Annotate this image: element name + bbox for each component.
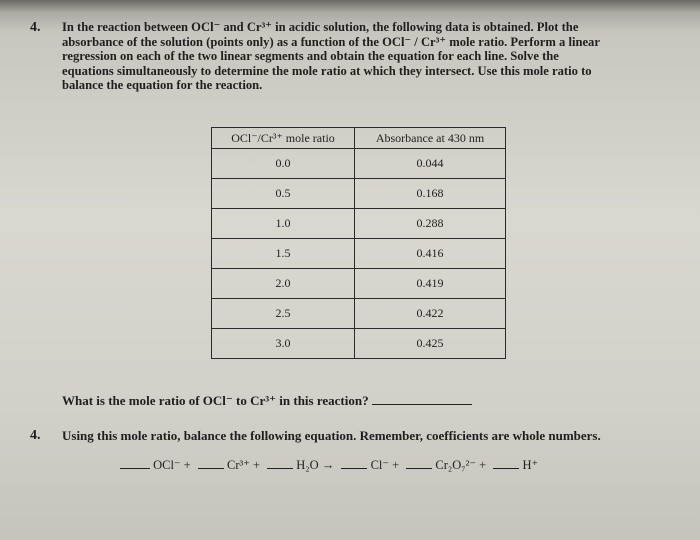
data-table xyxy=(211,127,506,359)
table-row xyxy=(212,299,506,329)
page-top-edge xyxy=(0,0,700,14)
cell-ratio: 2.0 xyxy=(212,269,355,299)
coeff-blank-h[interactable] xyxy=(493,468,519,469)
cell-absorbance: 0.168 xyxy=(355,179,506,209)
cell-ratio: 2.5 xyxy=(212,299,355,329)
species-ocl: OCl⁻ + xyxy=(153,458,191,472)
balance-question: Using this mole ratio, balance the following equation. Remember, coefficients are whole numbers. xyxy=(62,428,601,443)
species-h2o: H₂O → xyxy=(296,458,335,472)
cell-absorbance: 0.425 xyxy=(355,329,506,359)
coeff-blank-cl[interactable] xyxy=(341,468,367,469)
table-row xyxy=(212,179,506,209)
species-cr: Cr³⁺ + xyxy=(227,458,261,472)
mole-ratio-question xyxy=(62,393,472,409)
mole-ratio-answer-blank[interactable] xyxy=(372,404,472,405)
coeff-blank-cr[interactable] xyxy=(198,468,224,469)
intro-line-4: equations simultaneously to determine the mole ratio at which they intersect. Use this mole ratio to xyxy=(62,63,592,78)
table-row xyxy=(212,329,506,359)
problem-intro xyxy=(62,20,662,93)
species-cr2o7: Cr₂O₇²⁻ + xyxy=(435,458,487,472)
cell-ratio: 1.5 xyxy=(212,239,355,269)
coeff-blank-h2o[interactable] xyxy=(267,468,293,469)
mole-ratio-question-text: What is the mole ratio of OCl⁻ to Cr³⁺ in this reaction? xyxy=(62,393,369,408)
intro-line-2: absorbance of the solution (points only) as a function of the OCl⁻ / Cr³⁺ mole ratio. Perform a linear xyxy=(62,34,600,49)
table-header-row xyxy=(212,128,506,149)
table-row xyxy=(212,239,506,269)
intro-line-5: balance the equation for the reaction. xyxy=(62,78,263,93)
coeff-blank-cr2o7[interactable] xyxy=(406,468,432,469)
problem-number-2: 4. xyxy=(30,428,41,443)
cell-ratio: 0.5 xyxy=(212,179,355,209)
chemical-equation xyxy=(120,457,542,473)
table-row xyxy=(212,209,506,239)
species-h: H⁺ xyxy=(522,458,539,472)
species-cl: Cl⁻ + xyxy=(370,458,400,472)
table-row xyxy=(212,269,506,299)
problem-number: 4. xyxy=(30,20,41,35)
cell-absorbance: 0.288 xyxy=(355,209,506,239)
cell-absorbance: 0.044 xyxy=(355,149,506,179)
coeff-blank-ocl[interactable] xyxy=(120,468,150,469)
header-mole-ratio: OCl⁻/Cr³⁺ mole ratio xyxy=(212,128,355,149)
intro-line-3: regression on each of the two linear segments and obtain the equation for each line. Solve the xyxy=(62,49,559,64)
cell-absorbance: 0.419 xyxy=(355,269,506,299)
cell-ratio: 1.0 xyxy=(212,209,355,239)
table-row xyxy=(212,149,506,179)
header-absorbance: Absorbance at 430 nm xyxy=(355,128,506,149)
cell-absorbance: 0.416 xyxy=(355,239,506,269)
intro-line-1: In the reaction between OCl⁻ and Cr³⁺ in acidic solution, the following data is obtained. Plot the xyxy=(62,20,579,34)
cell-ratio: 0.0 xyxy=(212,149,355,179)
cell-absorbance: 0.422 xyxy=(355,299,506,329)
cell-ratio: 3.0 xyxy=(212,329,355,359)
